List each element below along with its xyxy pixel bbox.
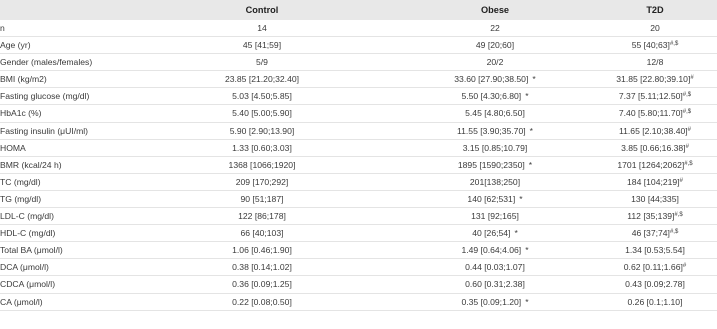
table-row [0, 123, 717, 140]
t2d-value: 1.34 [0.53;5.54] [625, 245, 685, 256]
obese-value: 0.44 [0.03;1.07] [465, 262, 525, 273]
row-label: TC (mg/dl) [0, 176, 41, 187]
obese-value: 1.49 [0.64;4.06] * [461, 245, 529, 256]
row-label: Age (yr) [0, 40, 31, 51]
control-value: 1.06 [0.46;1.90] [232, 245, 292, 256]
obese-value: 0.35 [0.09;1.20] * [461, 296, 529, 307]
control-value: 0.22 [0.08;0.50] [232, 296, 292, 307]
control-value: 14 [257, 23, 267, 33]
obese-value: 131 [92;165] [471, 211, 519, 222]
row-label: Fasting glucose (mg/dl) [0, 91, 90, 102]
t2d-value: 3.85 [0.66;16.38]# [621, 142, 689, 153]
row-label: CDCA (μmol/l) [0, 279, 56, 290]
obese-value: 33.60 [27.90;38.50] * [454, 74, 536, 85]
row-label: HbA1c (%) [0, 108, 42, 119]
obese-value: 20/2 [486, 57, 504, 68]
control-value: 1.33 [0.60;3.03] [232, 142, 292, 153]
row-label: n [0, 23, 5, 33]
significance-mark: * [514, 228, 518, 239]
table-row [0, 54, 717, 71]
control-value: 209 [170;292] [235, 176, 289, 187]
control-value: 5.03 [4.50;5.85] [232, 91, 292, 102]
row-label: BMR (kcal/24 h) [0, 159, 62, 170]
t2d-value: 130 [44;335] [631, 193, 679, 204]
t2d-value: 184 [104;219]# [627, 176, 683, 187]
row-label: Total BA (μmol/l) [0, 245, 63, 256]
t2d-value: 0.26 [0.1;1.10] [627, 296, 683, 307]
obese-value: 5.45 [4.80;6.50] [465, 108, 525, 119]
table-header [0, 0, 717, 20]
row-label: HOMA [0, 142, 26, 153]
row-label: BMI (kg/m2) [0, 74, 47, 85]
table-row [0, 157, 717, 174]
table-row [0, 259, 717, 276]
row-label: TG (mg/dl) [0, 193, 42, 204]
header-control: Control [245, 5, 279, 15]
table-row [0, 276, 717, 293]
t2d-value: 11.65 [2.10;38.40]# [619, 125, 691, 136]
table-row [0, 294, 717, 311]
obese-value: 201[138;250] [469, 176, 521, 187]
significance-mark: * [529, 125, 533, 136]
table-row [0, 140, 717, 157]
t2d-value: 55 [40;63]#,$ [631, 40, 679, 51]
significance-mark: * [525, 296, 529, 307]
row-label: Fasting insulin (μUI/ml) [0, 125, 89, 136]
control-value: 122 [86;178] [238, 211, 286, 222]
control-value: 0.36 [0.09;1.25] [232, 279, 292, 290]
control-value: 5.90 [2.90;13.90] [229, 125, 295, 136]
significance-mark: * [525, 245, 529, 256]
table-row [0, 174, 717, 191]
control-value: 90 [51;187] [240, 193, 284, 204]
t2d-value: 46 [37;74]#,$ [631, 228, 679, 239]
header-obese: Obese [480, 5, 510, 15]
obese-value: 11.55 [3.90;35.70] * [456, 125, 533, 136]
significance-mark: * [525, 91, 529, 102]
table-row [0, 242, 717, 259]
table-row [0, 88, 717, 105]
significance-mark: * [528, 159, 533, 170]
t2d-value: 0.43 [0.09;2.78] [625, 279, 685, 290]
t2d-value: 31.85 [22.80;39.10]# [616, 74, 694, 85]
obese-value: 5.50 [4.30;6.80] * [461, 91, 529, 102]
table-row [0, 71, 717, 88]
t2d-value: 7.37 [5.11;12.50]#,$ [618, 91, 692, 102]
table-row [0, 225, 717, 242]
obese-value: 0.60 [0.31;2.38] [465, 279, 525, 290]
control-value: 66 [40;103] [240, 228, 284, 239]
header-label-column [0, 0, 170, 20]
obese-value: 3.15 [0.85;10.79] [462, 142, 528, 153]
obese-value: 40 [26;54] * [472, 228, 518, 239]
table-row [0, 191, 717, 208]
control-value: 5.40 [5.00;5.90] [232, 108, 292, 119]
t2d-value: 20 [650, 23, 660, 33]
table-row [0, 20, 717, 37]
t2d-value: 112 [35;139]#,$ [627, 211, 683, 222]
control-value: 5/9 [256, 57, 268, 68]
row-label: LDL-C (mg/dl) [0, 211, 54, 222]
row-label: CA (μmol/l) [0, 296, 43, 307]
control-value: 45 [41;59] [242, 40, 282, 51]
significance-mark: * [519, 193, 523, 204]
row-label: HDL-C (mg/dl) [0, 228, 56, 239]
t2d-value: 12/8 [646, 57, 664, 68]
table-body [0, 20, 717, 311]
t2d-value: 0.62 [0.11;1.66]# [623, 262, 687, 273]
t2d-value: 1701 [1264;2062]#,$ [617, 159, 693, 170]
obese-value: 140 [62;531] * [467, 193, 523, 204]
control-value: 23.85 [21.20;32.40] [224, 74, 300, 85]
table-row [0, 37, 717, 54]
table-row [0, 208, 717, 225]
row-label: Gender (males/females) [0, 57, 93, 68]
significance-mark: * [532, 74, 536, 85]
obese-value: 1895 [1590;2350] * [457, 159, 533, 170]
t2d-value: 7.40 [5.80;11.70]#,$ [618, 108, 692, 119]
obese-value: 49 [20;60] [475, 40, 515, 51]
header-t2d: T2D [646, 5, 664, 15]
obese-value: 22 [490, 23, 500, 33]
row-label: DCA (μmol/l) [0, 262, 49, 273]
control-value: 0.38 [0.14;1.02] [232, 262, 292, 273]
table-row [0, 105, 717, 122]
control-value: 1368 [1066;1920] [228, 159, 296, 170]
